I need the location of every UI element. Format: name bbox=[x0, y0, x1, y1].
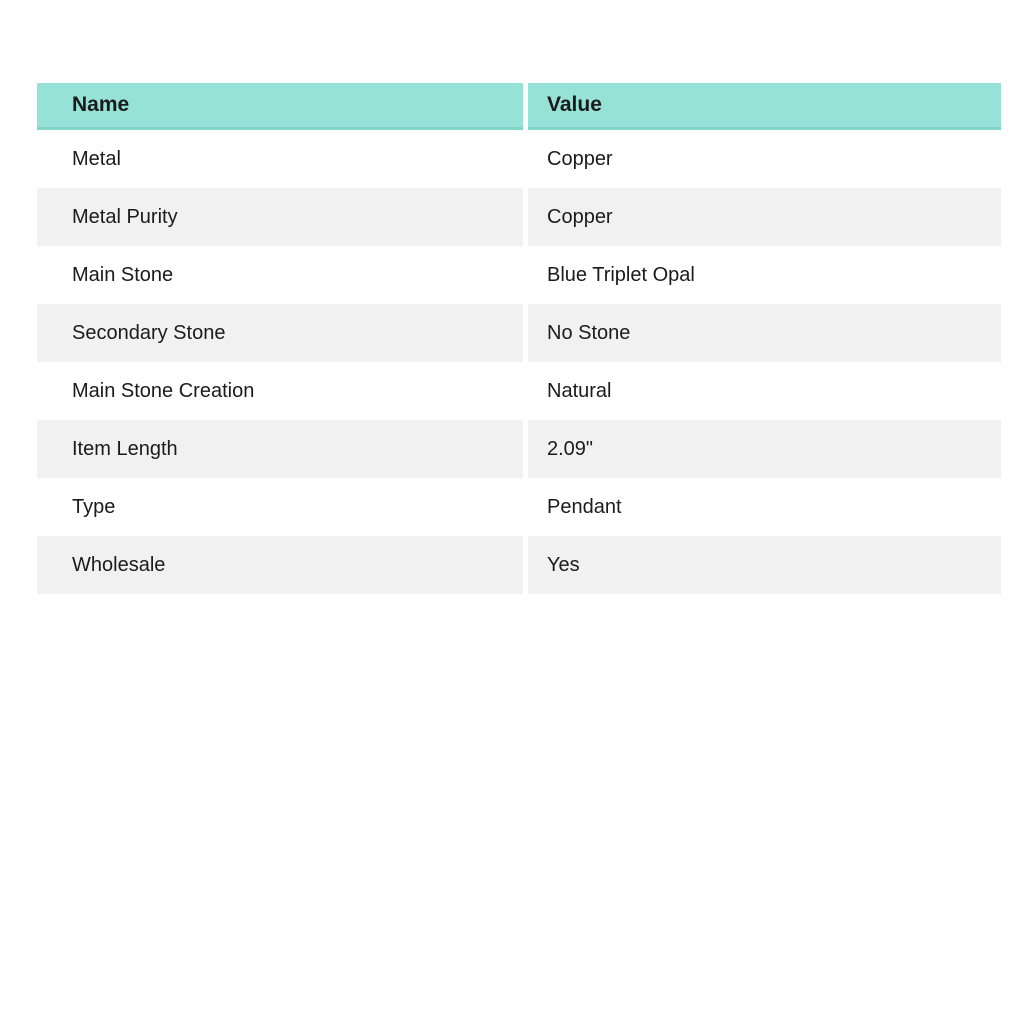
row-name-cell: Secondary Stone bbox=[37, 304, 523, 362]
table-row bbox=[37, 246, 1001, 304]
row-value-cell: Blue Triplet Opal bbox=[528, 246, 1001, 304]
column-header-value: Value bbox=[528, 83, 1001, 130]
product-spec-table bbox=[37, 83, 1001, 594]
table-row bbox=[37, 536, 1001, 594]
table-row bbox=[37, 188, 1001, 246]
table-row bbox=[37, 304, 1001, 362]
table-row bbox=[37, 420, 1001, 478]
table-header-row bbox=[37, 83, 1001, 130]
column-header-name: Name bbox=[37, 83, 523, 130]
row-value-cell: Copper bbox=[528, 188, 1001, 246]
table-row bbox=[37, 362, 1001, 420]
table-row bbox=[37, 478, 1001, 536]
row-name-cell: Item Length bbox=[37, 420, 523, 478]
row-value-cell: Pendant bbox=[528, 478, 1001, 536]
table-row bbox=[37, 130, 1001, 188]
row-value-cell: 2.09" bbox=[528, 420, 1001, 478]
row-name-cell: Type bbox=[37, 478, 523, 536]
row-value-cell: Copper bbox=[528, 130, 1001, 188]
row-name-cell: Main Stone bbox=[37, 246, 523, 304]
row-name-cell: Metal Purity bbox=[37, 188, 523, 246]
row-name-cell: Metal bbox=[37, 130, 523, 188]
row-value-cell: Yes bbox=[528, 536, 1001, 594]
row-value-cell: Natural bbox=[528, 362, 1001, 420]
row-name-cell: Main Stone Creation bbox=[37, 362, 523, 420]
row-value-cell: No Stone bbox=[528, 304, 1001, 362]
row-name-cell: Wholesale bbox=[37, 536, 523, 594]
